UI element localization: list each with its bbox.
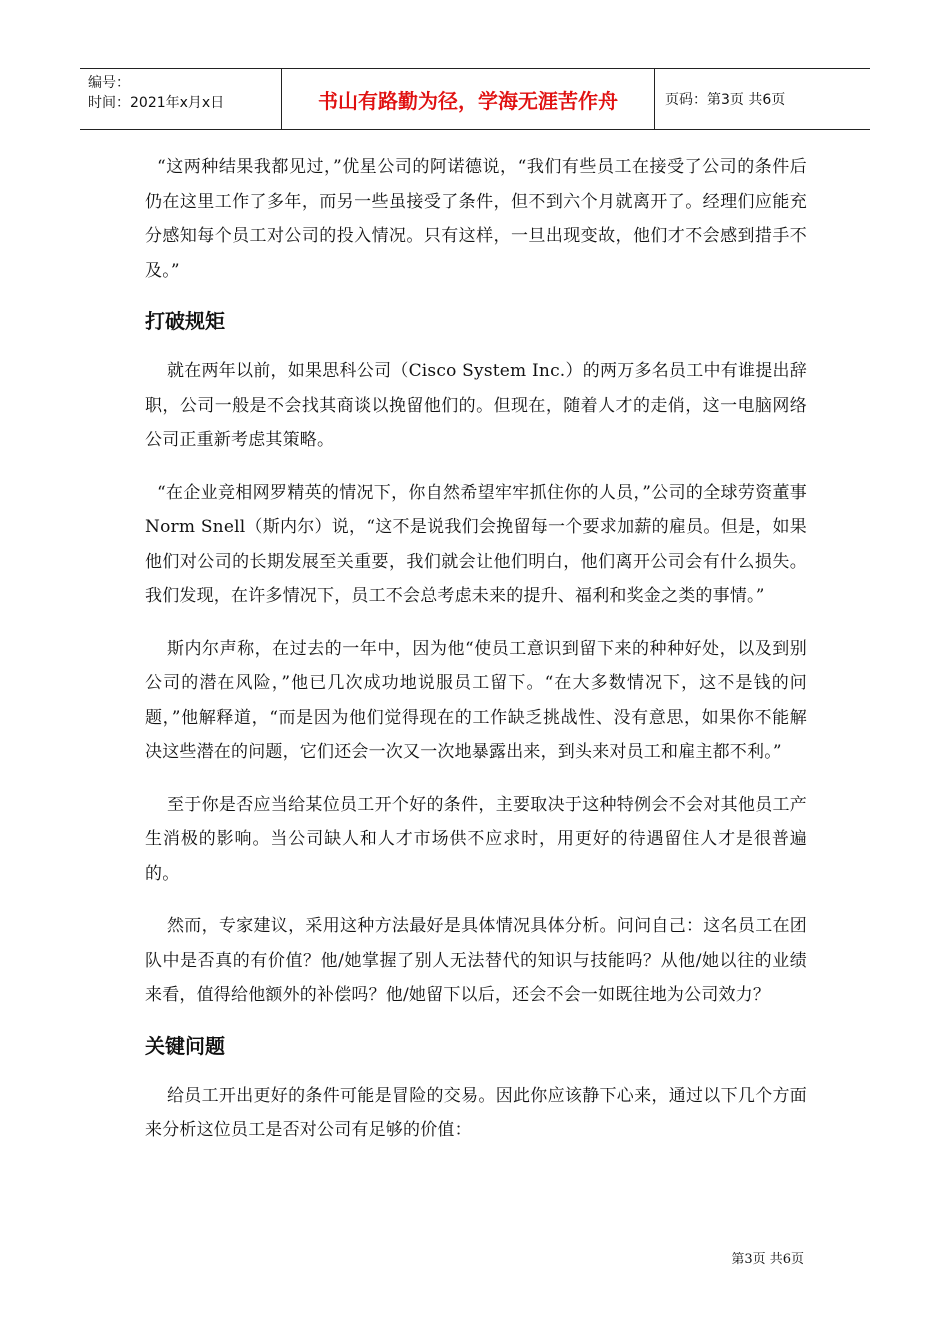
header-motto-cell	[281, 69, 655, 129]
paragraph-5: 至于你是否应当给某位员工开个好的条件，主要取决于这种特例会不会对其他员工产生消极的影响。当公司缺人和人才市场供不应求时，用更好的待遇留住人才是很普遍的。	[145, 794, 807, 884]
motto: 书山有路勤为径，学海无涯苦作舟	[318, 88, 618, 113]
paragraph-2: 就在两年以前，如果思科公司（Cisco System Inc.）的两万多名员工中有谁提出辞职，公司一般是不会找其商谈以挽留他们的。但现在，随着人才的走俏，这一电脑网络公司正重新考虑其策略。	[145, 361, 807, 450]
paragraph-1: “这两种结果我都见过，”优星公司的阿诺德说，“我们有些员工在接受了公司的条件后仍在这里工作了多年，而另一些虽接受了条件，但不到六个月就离开了。经理们应能充分感知每个员工对公司的投入情况。只有这样，一旦出现变故，他们才不会感到措手不及。”	[145, 157, 807, 281]
document-body	[145, 150, 807, 1166]
paragraph-7: 给员工开出更好的条件可能是冒险的交易。因此你应该静下心来，通过以下几个方面来分析这位员工是否对公司有足够的价值：	[145, 1085, 807, 1140]
page-header	[80, 68, 870, 130]
page-info: 页码：第3页 共6页	[665, 92, 786, 108]
header-meta	[80, 69, 281, 129]
page-footer: 第3页 共6页	[731, 1252, 804, 1267]
section-heading-2: 关键问题	[145, 1033, 225, 1058]
date-label: 时间：2021年x月x日	[88, 95, 225, 111]
section-heading-1: 打破规矩	[145, 309, 225, 333]
number-label: 编号：	[88, 75, 130, 91]
paragraph-6: 然而，专家建议，采用这种方法最好是具体情况具体分析。问问自己：这名员工在团队中是否真的有价值？他/她掌握了别人无法替代的知识与技能吗？从他/她以往的业绩来看，值得给他额外的补偿吗？他/她留下以后，还会不会一如既往地为公司效力？	[145, 916, 807, 1005]
paragraph-4: 斯内尔声称，在过去的一年中，因为他“使员工意识到留下来的种种好处，以及到别公司的潜在风险，”他已几次成功地说服员工留下。“在大多数情况下，这不是钱的问题，”他解释道，“而是因为他们觉得现在的工作缺乏挑战性、没有意思，如果你不能解决这些潜在的问题，它们还会一次又一次地暴露出来，到头来对员工和雇主都不利。”	[145, 638, 807, 762]
paragraph-3: “在企业竞相网罗精英的情况下，你自然希望牢牢抓住你的人员，”公司的全球劳资董事Norm Snell（斯内尔）说，“这不是说我们会挽留每一个要求加薪的雇员。但是，如果他们对公司的长期发展至关重要，我们就会让他们明白，他们离开公司会有什么损失。我们发现，在许多情况下，员工不会总考虑未来的提升、福利和奖金之类的事情。”	[145, 482, 807, 606]
